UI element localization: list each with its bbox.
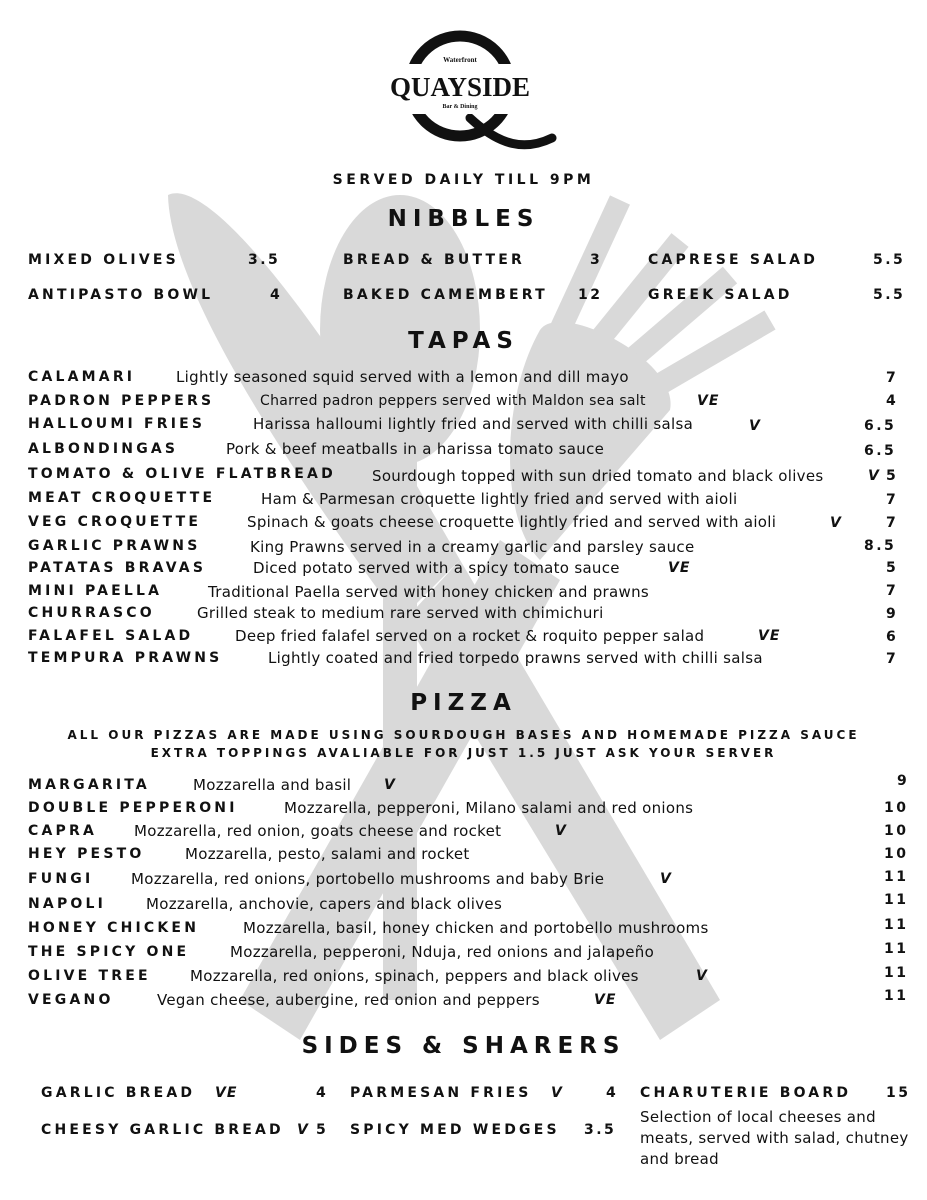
pizza-item-diet: VE bbox=[594, 992, 617, 1008]
pizza-item-desc: Mozzarella, red onions, portobello mushrooms and baby Brie bbox=[131, 870, 605, 888]
pizza-item-desc: Vegan cheese, aubergine, red onion and peppers bbox=[157, 991, 540, 1009]
pizza-item-desc: Mozzarella, pepperoni, Nduja, red onions and jalapeño bbox=[230, 943, 655, 961]
tapas-item-price: 7 bbox=[886, 370, 899, 386]
tapas-item-price: 6 bbox=[886, 629, 899, 645]
tapas-item-desc: Spinach & goats cheese croquette lightly fried and served with aioli bbox=[247, 513, 777, 531]
tapas-item-name: ALBONDINGAS bbox=[28, 441, 179, 457]
tapas-item-desc: Sourdough topped with sun dried tomato and black olives bbox=[372, 467, 824, 485]
tapas-item-price: 9 bbox=[886, 606, 899, 622]
tapas-item-desc: Ham & Parmesan croquette lightly fried and served with aioli bbox=[261, 490, 738, 508]
pizza-item-name: CAPRA bbox=[28, 823, 97, 839]
tapas-item-name: CHURRASCO bbox=[28, 605, 155, 621]
tapas-item-desc: Grilled steak to medium rare served with chimichuri bbox=[197, 604, 604, 622]
nibble-item-price: 12 bbox=[578, 287, 603, 303]
tapas-item-name: GARLIC PRAWNS bbox=[28, 538, 201, 554]
side-item-price: 5 bbox=[316, 1122, 329, 1138]
tapas-item-name: MINI PAELLA bbox=[28, 583, 163, 599]
pizza-item-name: HONEY CHICKEN bbox=[28, 920, 200, 936]
pizza-item-price: 10 bbox=[884, 800, 909, 816]
tapas-item-name: HALLOUMI FRIES bbox=[28, 416, 206, 432]
pizza-item-diet: V bbox=[384, 777, 396, 793]
tapas-item-desc: Deep fried falafel served on a rocket & roquito pepper salad bbox=[235, 627, 705, 645]
side-item-price: 3.5 bbox=[584, 1122, 617, 1138]
pizza-item-name: MARGARITA bbox=[28, 777, 150, 793]
pizza-item-desc: Mozzarella, pesto, salami and rocket bbox=[185, 845, 470, 863]
pizza-note-toppings: EXTRA TOPPINGS AVALIABLE FOR JUST 1.5 JUST ASK YOUR SERVER bbox=[150, 746, 777, 760]
pizza-item-price: 11 bbox=[884, 965, 909, 981]
nibble-item-price: 4 bbox=[270, 287, 283, 303]
side-item-price: 4 bbox=[606, 1085, 619, 1101]
tapas-item-name: MEAT CROQUETTE bbox=[28, 490, 216, 506]
nibble-item-price: 3.5 bbox=[248, 252, 281, 268]
pizza-item-name: VEGANO bbox=[28, 992, 114, 1008]
tapas-item-diet: VE bbox=[697, 393, 720, 409]
tapas-item-name: FALAFEL SALAD bbox=[28, 628, 194, 644]
logo-bottom-text: Bar & Dining bbox=[442, 104, 478, 110]
nibble-item-name: BAKED CAMEMBERT bbox=[343, 287, 548, 303]
pizza-item-price: 11 bbox=[884, 941, 909, 957]
nibble-item-name: ANTIPASTO BOWL bbox=[28, 287, 214, 303]
tapas-item-diet: VE bbox=[758, 628, 781, 644]
tapas-item-price: 7 bbox=[886, 492, 899, 508]
tapas-item-name: TOMATO & OLIVE FLATBREAD bbox=[28, 466, 336, 482]
tapas-item-price: 7 bbox=[886, 651, 899, 667]
pizza-heading: PIZZA bbox=[410, 690, 517, 716]
pizza-item-diet: V bbox=[696, 968, 708, 984]
nibble-item-price: 3 bbox=[590, 252, 603, 268]
tapas-item-name: PATATAS BRAVAS bbox=[28, 560, 207, 576]
nibble-item-price: 5.5 bbox=[873, 287, 906, 303]
nibble-item-name: MIXED OLIVES bbox=[28, 252, 179, 268]
pizza-item-diet: V bbox=[555, 823, 567, 839]
tapas-item-price: 5 bbox=[886, 560, 899, 576]
side-item-price: 15 bbox=[886, 1085, 911, 1101]
pizza-item-price: 10 bbox=[884, 846, 909, 862]
side-item-name: CHEESY GARLIC BREAD bbox=[41, 1122, 284, 1138]
logo-top-text: Waterfront bbox=[443, 56, 477, 64]
pizza-item-name: OLIVE TREE bbox=[28, 968, 151, 984]
side-item-diet: VE bbox=[215, 1085, 238, 1101]
pizza-item-price: 11 bbox=[884, 869, 909, 885]
pizza-item-desc: Mozzarella, red onions, spinach, peppers and black olives bbox=[190, 967, 639, 985]
nibble-item-name: BREAD & BUTTER bbox=[343, 252, 526, 268]
logo-name: QUAYSIDE bbox=[389, 72, 531, 102]
pizza-item-desc: Mozzarella, red onion, goats cheese and rocket bbox=[134, 822, 502, 840]
tapas-item-desc: Lightly seasoned squid served with a lemon and dill mayo bbox=[176, 368, 629, 386]
side-item-desc: Selection of local cheeses and meats, served with salad, chutney and bread bbox=[640, 1108, 909, 1168]
tapas-item-price: 7 bbox=[886, 583, 899, 599]
pizza-item-desc: Mozzarella, anchovie, capers and black olives bbox=[146, 895, 503, 913]
tapas-item-price: 4 bbox=[886, 393, 899, 409]
tapas-item-name: PADRON PEPPERS bbox=[28, 393, 215, 409]
tapas-item-desc: Pork & beef meatballs in a harissa tomato sauce bbox=[226, 440, 605, 458]
tapas-item-desc: King Prawns served in a creamy garlic and parsley sauce bbox=[250, 538, 695, 556]
tapas-item-diet: VE bbox=[668, 560, 691, 576]
tapas-item-price: 6.5 bbox=[864, 418, 897, 434]
nibble-item-price: 5.5 bbox=[873, 252, 906, 268]
tapas-item-price: 7 bbox=[886, 515, 899, 531]
tapas-item-diet: V bbox=[749, 418, 761, 434]
nibble-item-name: GREEK SALAD bbox=[648, 287, 793, 303]
pizza-item-name: HEY PESTO bbox=[28, 846, 145, 862]
tapas-item-name: TEMPURA PRAWNS bbox=[28, 650, 223, 666]
tapas-item-name: CALAMARI bbox=[28, 369, 136, 385]
tapas-item-name: VEG CROQUETTE bbox=[28, 514, 202, 530]
pizza-item-price: 11 bbox=[884, 892, 909, 908]
pizza-item-price: 9 bbox=[897, 773, 910, 789]
tapas-item-desc: Harissa halloumi lightly fried and served with chilli salsa bbox=[253, 415, 694, 433]
tapas-item-price: 5 bbox=[886, 468, 899, 484]
pizza-item-name: NAPOLI bbox=[28, 896, 107, 912]
side-item-diet: V bbox=[297, 1122, 309, 1138]
pizza-note-bases: ALL OUR PIZZAS ARE MADE USING SOURDOUGH BASES AND HOMEMADE PIZZA SAUCE bbox=[67, 728, 860, 742]
side-item-name: PARMESAN FRIES bbox=[350, 1085, 532, 1101]
tapas-item-price: 6.5 bbox=[864, 443, 897, 459]
pizza-item-price: 10 bbox=[884, 823, 909, 839]
tapas-item-desc: Lightly coated and fried torpedo prawns served with chilli salsa bbox=[268, 649, 763, 667]
tapas-item-price: 8.5 bbox=[864, 538, 897, 554]
pizza-item-name: DOUBLE PEPPERONI bbox=[28, 800, 238, 816]
tapas-item-desc: Diced potato served with a spicy tomato sauce bbox=[253, 559, 620, 577]
side-item-price: 4 bbox=[316, 1085, 329, 1101]
pizza-item-name: THE SPICY ONE bbox=[28, 944, 190, 960]
tapas-item-diet: V bbox=[868, 468, 880, 484]
pizza-item-desc: Mozzarella and basil bbox=[193, 776, 352, 794]
sides-heading: SIDES & SHARERS bbox=[301, 1033, 626, 1059]
quayside-logo-icon bbox=[360, 26, 560, 156]
tapas-heading: TAPAS bbox=[408, 328, 519, 354]
tapas-item-desc: Traditional Paella served with honey chicken and prawns bbox=[208, 583, 649, 601]
served-daily-text: SERVED DAILY TILL 9PM bbox=[332, 172, 595, 188]
tapas-item-diet: V bbox=[830, 515, 842, 531]
side-item-diet: V bbox=[551, 1085, 563, 1101]
nibble-item-name: CAPRESE SALAD bbox=[648, 252, 819, 268]
pizza-item-desc: Mozzarella, basil, honey chicken and portobello mushrooms bbox=[243, 919, 709, 937]
pizza-item-name: FUNGI bbox=[28, 871, 94, 887]
side-item-name: SPICY MED WEDGES bbox=[350, 1122, 560, 1138]
side-item-name: CHARUTERIE BOARD bbox=[640, 1085, 852, 1101]
pizza-item-price: 11 bbox=[884, 988, 909, 1004]
pizza-item-desc: Mozzarella, pepperoni, Milano salami and red onions bbox=[284, 799, 694, 817]
nibbles-heading: NIBBLES bbox=[387, 206, 540, 232]
side-item-name: GARLIC BREAD bbox=[41, 1085, 196, 1101]
pizza-item-diet: V bbox=[660, 871, 672, 887]
tapas-item-desc: Charred padron peppers served with Maldon sea salt bbox=[260, 393, 646, 409]
pizza-item-price: 11 bbox=[884, 917, 909, 933]
